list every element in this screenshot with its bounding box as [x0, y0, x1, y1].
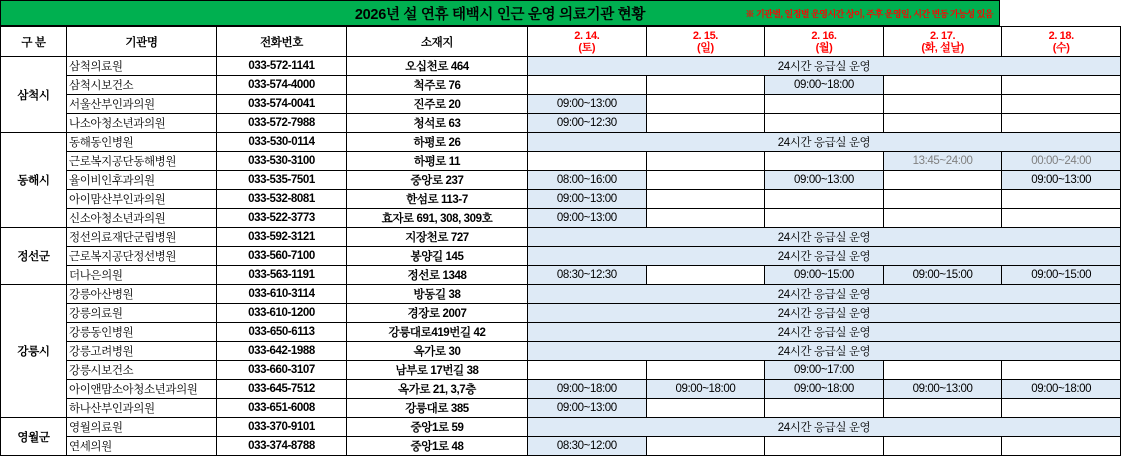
schedule-cell-day-4: 09:00~13:00 — [883, 380, 1002, 399]
phone-cell: 033-530-3100 — [217, 152, 347, 171]
address-cell: 척주로 76 — [347, 76, 528, 95]
phone-cell: 033-642-1988 — [217, 342, 347, 361]
schedule-cell-day-4 — [883, 95, 1002, 114]
schedule-cell-day-5: 09:00~18:00 — [1002, 380, 1121, 399]
institution-name-cell: 근로복지공단정선병원 — [67, 247, 217, 266]
schedule-cell-day-2 — [646, 76, 765, 95]
institution-name-cell: 율이비인후과의원 — [67, 171, 217, 190]
phone-cell: 033-535-7501 — [217, 171, 347, 190]
address-cell: 강릉대로 385 — [347, 399, 528, 418]
table-row — [1, 171, 1121, 190]
schedule-cell-all-days: 24시간 응급실 운영 — [528, 247, 1121, 266]
schedule-cell-day-1: 09:00~13:00 — [528, 399, 647, 418]
schedule-cell-day-3 — [765, 437, 884, 456]
schedule-cell-day-5 — [1002, 76, 1121, 95]
schedule-cell-day-3: 09:00~17:00 — [765, 361, 884, 380]
header-phone: 전화번호 — [217, 27, 347, 57]
address-cell: 중앙로 237 — [347, 171, 528, 190]
schedule-cell-all-days: 24시간 응급실 운영 — [528, 304, 1121, 323]
header-date-4 — [883, 27, 1002, 57]
schedule-cell-day-3: 09:00~18:00 — [765, 76, 884, 95]
title-note: ※ 기관별, 일정별 운영시간 상이, 주후 운영일, 시간 변동 가능성 있음 — [745, 8, 993, 19]
institution-name-cell: 강릉시보건소 — [67, 361, 217, 380]
phone-cell: 033-610-1200 — [217, 304, 347, 323]
address-cell: 정선로 1348 — [347, 266, 528, 285]
header-date-4-date: 2. 17. — [930, 29, 956, 42]
schedule-cell-day-1: 09:00~13:00 — [528, 95, 647, 114]
header-date-3 — [765, 27, 884, 57]
phone-cell: 033-370-9101 — [217, 418, 347, 437]
address-cell: 봉양길 145 — [347, 247, 528, 266]
schedule-cell-day-3 — [765, 190, 884, 209]
region-cell: 영월군 — [1, 418, 67, 456]
phone-cell: 033-645-7512 — [217, 380, 347, 399]
region-cell: 삼척시 — [1, 57, 67, 133]
title-bar — [0, 0, 1000, 26]
schedule-cell-day-3: 09:00~15:00 — [765, 266, 884, 285]
phone-cell: 033-532-8081 — [217, 190, 347, 209]
header-date-5-day: (수) — [1052, 41, 1070, 54]
institution-name-cell: 강릉아산병원 — [67, 285, 217, 304]
schedule-cell-day-4: 13:45~24:00 — [883, 152, 1002, 171]
institution-name-cell: 아이맘산부인과의원 — [67, 190, 217, 209]
address-cell: 진주로 20 — [347, 95, 528, 114]
table-row — [1, 399, 1121, 418]
institution-name-cell: 나소아청소년과의원 — [67, 114, 217, 133]
region-cell: 동해시 — [1, 133, 67, 228]
address-cell: 중앙1로 59 — [347, 418, 528, 437]
address-cell: 오십천로 464 — [347, 57, 528, 76]
phone-cell: 033-572-1141 — [217, 57, 347, 76]
institution-name-cell: 영월의료원 — [67, 418, 217, 437]
schedule-cell-day-5: 00:00~24:00 — [1002, 152, 1121, 171]
table-body — [1, 57, 1121, 456]
schedule-cell-day-4 — [883, 361, 1002, 380]
phone-cell: 033-574-0041 — [217, 95, 347, 114]
schedule-cell-day-5 — [1002, 361, 1121, 380]
schedule-cell-day-3 — [765, 95, 884, 114]
institution-name-cell: 하나산부인과의원 — [67, 399, 217, 418]
address-cell: 옥가로 21, 3,7층 — [347, 380, 528, 399]
schedule-cell-day-5 — [1002, 114, 1121, 133]
header-date-5 — [1002, 27, 1121, 57]
header-institution: 기관명 — [67, 27, 217, 57]
institution-name-cell: 정선의료재단군립병원 — [67, 228, 217, 247]
schedule-cell-day-4 — [883, 399, 1002, 418]
schedule-cell-day-1: 09:00~12:30 — [528, 114, 647, 133]
header-date-4-day: (화, 설날) — [921, 41, 964, 54]
schedule-cell-all-days: 24시간 응급실 운영 — [528, 323, 1121, 342]
schedule-cell-day-3 — [765, 114, 884, 133]
schedule-cell-day-5: 09:00~15:00 — [1002, 266, 1121, 285]
schedule-cell-day-1: 09:00~13:00 — [528, 209, 647, 228]
address-cell: 효자로 691, 308, 309호 — [347, 209, 528, 228]
schedule-cell-day-1: 08:00~16:00 — [528, 171, 647, 190]
schedule-cell-day-4 — [883, 171, 1002, 190]
schedule-cell-day-1 — [528, 152, 647, 171]
address-cell: 남부로 17번길 38 — [347, 361, 528, 380]
table-row — [1, 266, 1121, 285]
header-date-2-date: 2. 15. — [692, 29, 718, 42]
institution-name-cell: 신소아청소년과의원 — [67, 209, 217, 228]
table-header — [1, 27, 1121, 57]
table-row — [1, 190, 1121, 209]
schedule-cell-day-4 — [883, 76, 1002, 95]
schedule-cell-day-4 — [883, 437, 1002, 456]
table-row — [1, 361, 1121, 380]
table-row — [1, 57, 1121, 76]
schedule-cell-all-days: 24시간 응급실 운영 — [528, 228, 1121, 247]
table-row — [1, 323, 1121, 342]
phone-cell: 033-610-3114 — [217, 285, 347, 304]
schedule-cell-day-2 — [646, 209, 765, 228]
schedule-cell-day-4: 09:00~15:00 — [883, 266, 1002, 285]
table-row — [1, 304, 1121, 323]
table-row — [1, 285, 1121, 304]
schedule-cell-day-2 — [646, 399, 765, 418]
schedule-cell-day-5 — [1002, 399, 1121, 418]
phone-cell: 033-650-6113 — [217, 323, 347, 342]
table-row — [1, 228, 1121, 247]
schedule-cell-all-days: 24시간 응급실 운영 — [528, 285, 1121, 304]
schedule-cell-all-days: 24시간 응급실 운영 — [528, 57, 1121, 76]
schedule-cell-day-5 — [1002, 437, 1121, 456]
schedule-cell-day-2 — [646, 190, 765, 209]
schedule-cell-day-2 — [646, 361, 765, 380]
table-row — [1, 95, 1121, 114]
schedule-cell-day-5: 09:00~13:00 — [1002, 171, 1121, 190]
header-date-3-day: (월) — [815, 41, 833, 54]
schedule-cell-day-1: 08:30~12:00 — [528, 437, 647, 456]
header-row — [1, 27, 1121, 57]
header-region: 구 분 — [1, 27, 67, 57]
address-cell: 강릉대로419번길 42 — [347, 323, 528, 342]
region-cell: 강릉시 — [1, 285, 67, 418]
page-title: 2026년 설 연휴 태백시 인근 운영 의료기관 현황 — [354, 6, 646, 23]
schedule-cell-day-3 — [765, 209, 884, 228]
institution-name-cell: 동해동인병원 — [67, 133, 217, 152]
table-row — [1, 209, 1121, 228]
institution-name-cell: 삼척의료원 — [67, 57, 217, 76]
table-row — [1, 76, 1121, 95]
schedule-cell-day-2: 09:00~18:00 — [646, 380, 765, 399]
phone-cell: 033-572-7988 — [217, 114, 347, 133]
header-date-2-day: (일) — [697, 41, 714, 54]
header-date-1-day: (토) — [578, 41, 596, 54]
schedule-table — [0, 26, 1121, 456]
schedule-cell-day-2 — [646, 437, 765, 456]
header-date-1 — [528, 27, 647, 57]
table-row — [1, 133, 1121, 152]
header-date-2 — [646, 27, 765, 57]
schedule-cell-all-days: 24시간 응급실 운영 — [528, 133, 1121, 152]
phone-cell: 033-592-3121 — [217, 228, 347, 247]
table-row — [1, 114, 1121, 133]
schedule-cell-day-2 — [646, 114, 765, 133]
institution-name-cell: 강릉동인병원 — [67, 323, 217, 342]
schedule-cell-day-2 — [646, 171, 765, 190]
schedule-cell-day-1: 08:30~12:30 — [528, 266, 647, 285]
schedule-cell-day-1 — [528, 76, 647, 95]
address-cell: 옥가로 30 — [347, 342, 528, 361]
schedule-cell-day-2 — [646, 152, 765, 171]
institution-name-cell: 연세의원 — [67, 437, 217, 456]
phone-cell: 033-530-0114 — [217, 133, 347, 152]
schedule-cell-all-days: 24시간 응급실 운영 — [528, 418, 1121, 437]
header-date-3-date: 2. 16. — [811, 29, 837, 42]
schedule-cell-day-1: 09:00~13:00 — [528, 190, 647, 209]
institution-name-cell: 강릉의료원 — [67, 304, 217, 323]
phone-cell: 033-574-4000 — [217, 76, 347, 95]
institution-name-cell: 더나은의원 — [67, 266, 217, 285]
phone-cell: 033-651-6008 — [217, 399, 347, 418]
schedule-cell-day-2 — [646, 266, 765, 285]
schedule-cell-day-2 — [646, 95, 765, 114]
schedule-cell-day-3 — [765, 152, 884, 171]
schedule-cell-day-4 — [883, 190, 1002, 209]
table-row — [1, 418, 1121, 437]
table-row — [1, 247, 1121, 266]
phone-cell: 033-374-8788 — [217, 437, 347, 456]
schedule-cell-day-4 — [883, 114, 1002, 133]
schedule-cell-day-3: 09:00~18:00 — [765, 380, 884, 399]
phone-cell: 033-560-7100 — [217, 247, 347, 266]
phone-cell: 033-522-3773 — [217, 209, 347, 228]
address-cell: 지장천로 727 — [347, 228, 528, 247]
address-cell: 청석로 63 — [347, 114, 528, 133]
institution-name-cell: 삼척시보건소 — [67, 76, 217, 95]
schedule-cell-day-5 — [1002, 209, 1121, 228]
region-cell: 정선군 — [1, 228, 67, 285]
header-address: 소재지 — [347, 27, 528, 57]
table-row — [1, 152, 1121, 171]
address-cell: 하평로 11 — [347, 152, 528, 171]
schedule-cell-all-days: 24시간 응급실 운영 — [528, 342, 1121, 361]
table-row — [1, 437, 1121, 456]
table-row — [1, 380, 1121, 399]
institution-name-cell: 아이앤맘소아청소년과의원 — [67, 380, 217, 399]
phone-cell: 033-660-3107 — [217, 361, 347, 380]
address-cell: 경장로 2007 — [347, 304, 528, 323]
institution-name-cell: 강릉고려병원 — [67, 342, 217, 361]
address-cell: 중앙1로 48 — [347, 437, 528, 456]
address-cell: 하평로 26 — [347, 133, 528, 152]
schedule-cell-day-3 — [765, 399, 884, 418]
address-cell: 한섬로 113-7 — [347, 190, 528, 209]
schedule-cell-day-1 — [528, 361, 647, 380]
phone-cell: 033-563-1191 — [217, 266, 347, 285]
schedule-cell-day-3: 09:00~13:00 — [765, 171, 884, 190]
schedule-cell-day-4 — [883, 209, 1002, 228]
header-date-1-date: 2. 14. — [574, 29, 600, 42]
schedule-cell-day-1: 09:00~18:00 — [528, 380, 647, 399]
header-date-5-date: 2. 18. — [1048, 29, 1074, 42]
table-row — [1, 342, 1121, 361]
institution-name-cell: 서울산부인과의원 — [67, 95, 217, 114]
address-cell: 방동길 38 — [347, 285, 528, 304]
institution-name-cell: 근로복지공단동해병원 — [67, 152, 217, 171]
schedule-cell-day-5 — [1002, 190, 1121, 209]
schedule-cell-day-5 — [1002, 95, 1121, 114]
